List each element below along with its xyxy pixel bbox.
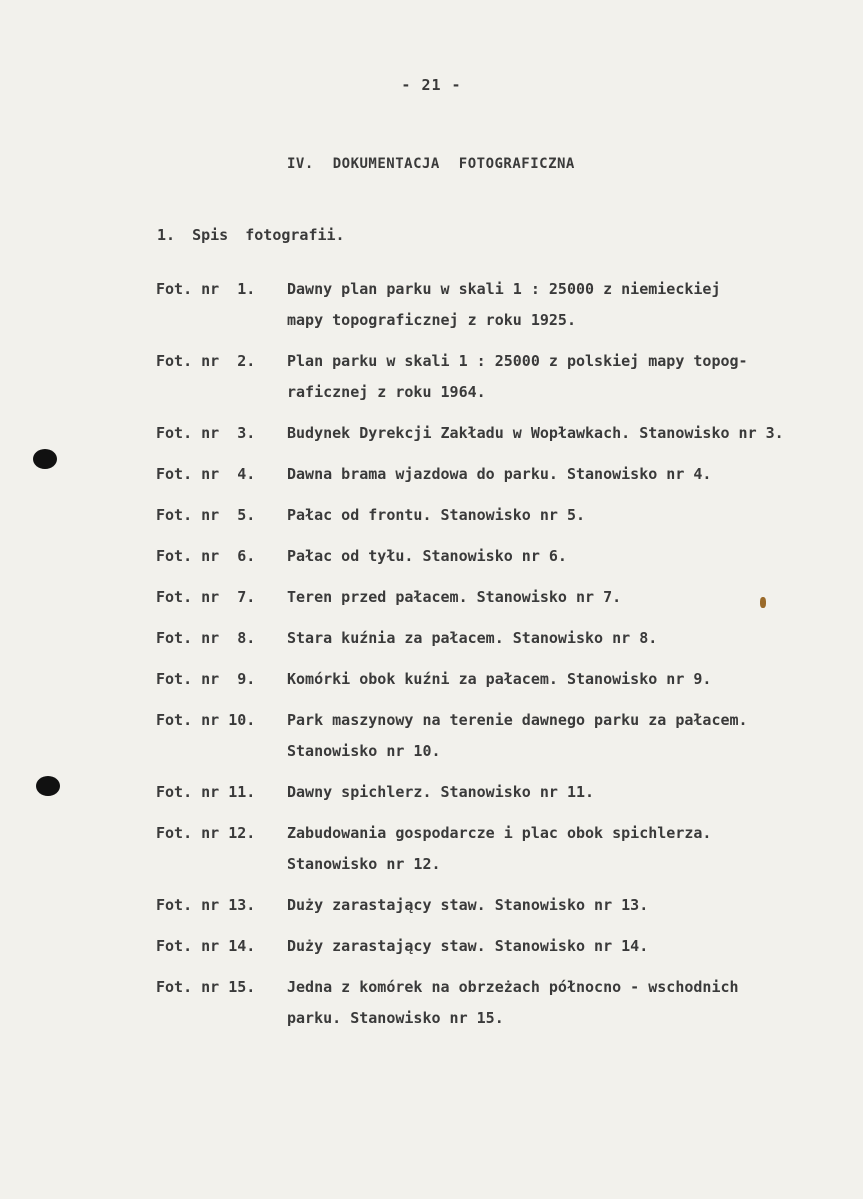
photo-ref: Fot. nr 7. [156,588,256,606]
photo-list [0,280,863,1050]
photo-description: Stanowisko nr 12. [287,855,441,873]
photo-description: Dawna brama wjazdowa do parku. Stanowisko nr 4. [287,465,712,483]
photo-description: Duży zarastający staw. Stanowisko nr 13. [287,896,649,914]
ink-blot [36,776,60,796]
photo-description: Zabudowania gospodarcze i plac obok spichlerza. [287,824,712,842]
list-item [0,424,863,448]
photo-description: parku. Stanowisko nr 15. [287,1009,504,1027]
photo-ref: Fot. nr 4. [156,465,256,483]
list-item [0,896,863,920]
photo-ref: Fot. nr 15. [156,978,256,996]
photo-ref: Fot. nr 13. [156,896,256,914]
section-title: IV. DOKUMENTACJA FOTOGRAFICZNA [287,156,575,172]
photo-description: Jedna z komórek na obrzeżach północno - wschodnich [287,978,739,996]
photo-ref: Fot. nr 5. [156,506,256,524]
list-item [0,783,863,807]
photo-ref: Fot. nr 6. [156,547,256,565]
photo-description: Pałac od frontu. Stanowisko nr 5. [287,506,586,524]
list-item [0,670,863,694]
photo-description: Pałac od tyłu. Stanowisko nr 6. [287,547,567,565]
photo-description: Teren przed pałacem. Stanowisko nr 7. [287,588,622,606]
ink-blot [33,449,57,469]
photo-description: Dawny spichlerz. Stanowisko nr 11. [287,783,595,801]
photo-ref: Fot. nr 9. [156,670,256,688]
photo-ref: Fot. nr 12. [156,824,256,842]
photo-description: Stara kuźnia za pałacem. Stanowisko nr 8. [287,629,658,647]
list-item [0,824,863,879]
list-item [0,629,863,653]
photo-ref: Fot. nr 11. [156,783,256,801]
photo-description: Stanowisko nr 10. [287,742,441,760]
photo-description: raficznej z roku 1964. [287,383,486,401]
list-item [0,506,863,530]
photo-ref: Fot. nr 10. [156,711,256,729]
page-number: - 21 - [401,76,462,94]
list-item [0,937,863,961]
list-item [0,280,863,335]
photo-description: Komórki obok kuźni za pałacem. Stanowisko nr 9. [287,670,712,688]
photo-ref: Fot. nr 3. [156,424,256,442]
paper-stain [760,597,766,608]
photo-description: Dawny plan parku w skali 1 : 25000 z niemieckiej [287,280,721,298]
photo-ref: Fot. nr 8. [156,629,256,647]
list-item [0,465,863,489]
photo-ref: Fot. nr 14. [156,937,256,955]
list-item [0,352,863,407]
photo-description: Plan parku w skali 1 : 25000 z polskiej mapy topog- [287,352,748,370]
list-item [0,547,863,571]
list-item [0,588,863,612]
photo-ref: Fot. nr 1. [156,280,256,298]
subsection-title: 1. Spis fotografii. [157,226,345,244]
photo-description: Duży zarastający staw. Stanowisko nr 14. [287,937,649,955]
photo-description: Budynek Dyrekcji Zakładu w Wopławkach. Stanowisko nr 3. [287,424,784,442]
photo-ref: Fot. nr 2. [156,352,256,370]
photo-description: mapy topograficznej z roku 1925. [287,311,576,329]
photo-description: Park maszynowy na terenie dawnego parku za pałacem. [287,711,748,729]
list-item [0,978,863,1033]
list-item [0,711,863,766]
